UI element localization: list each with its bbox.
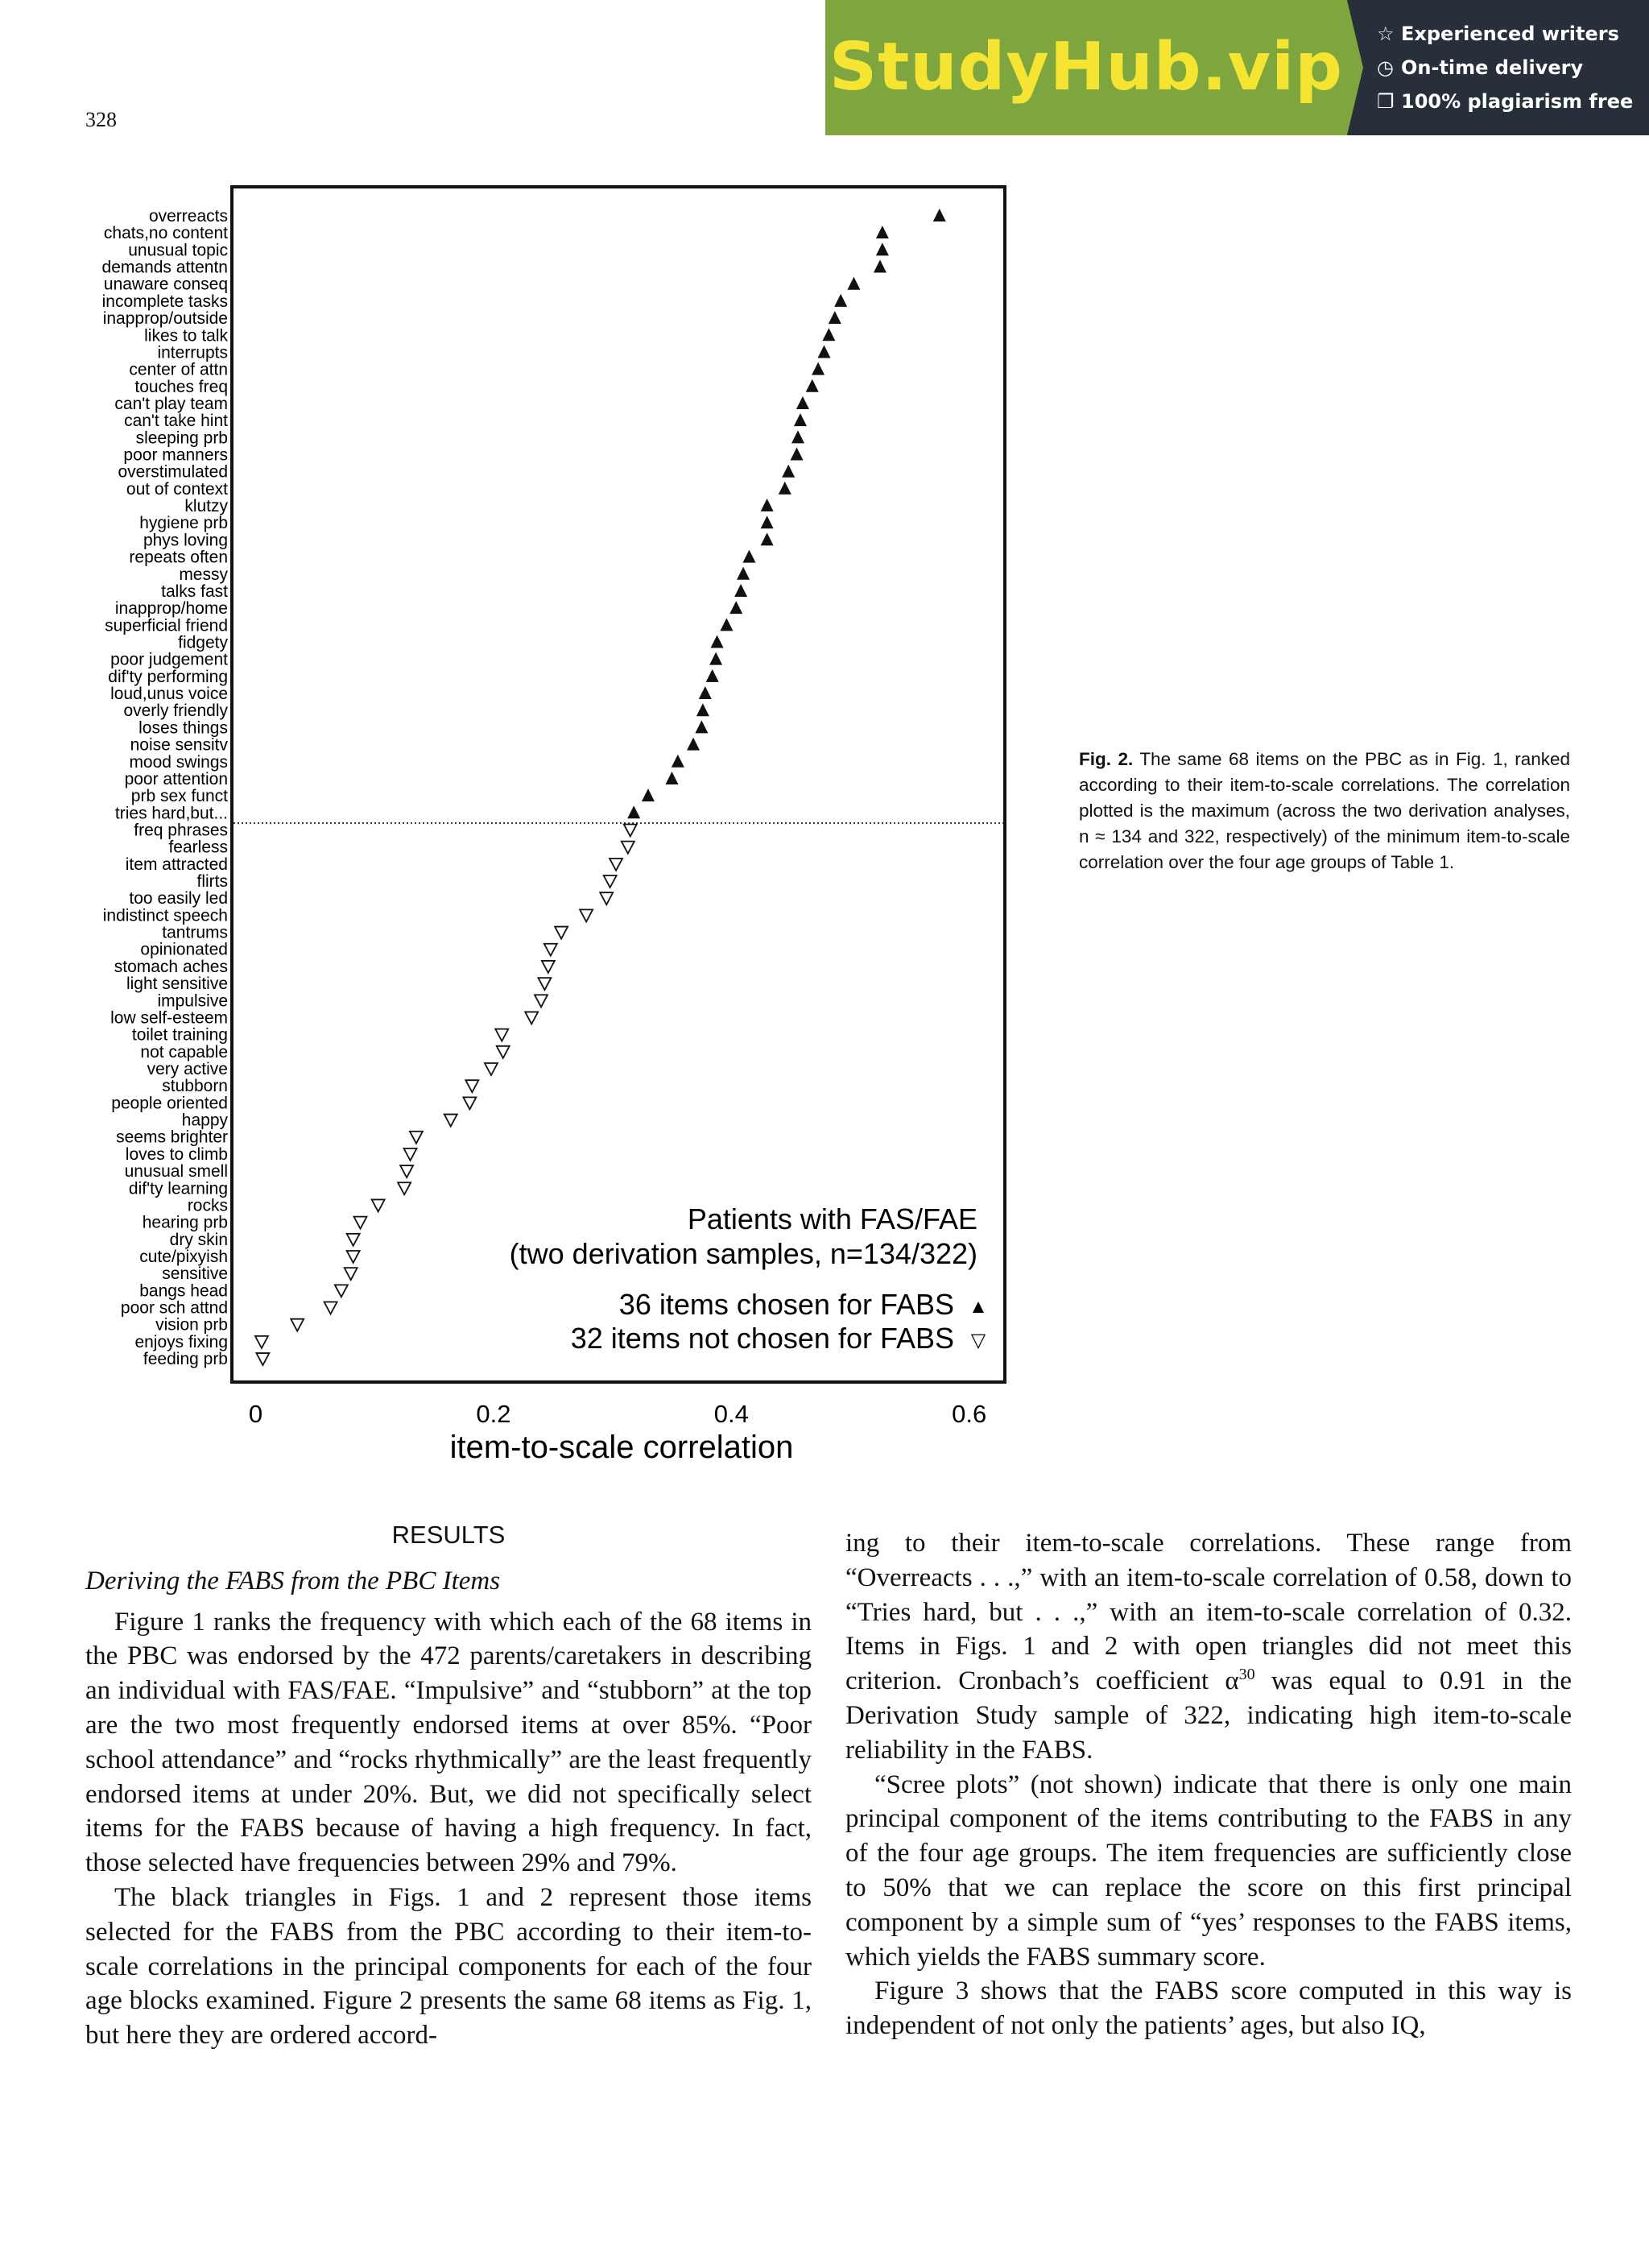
page-number: 328 <box>85 108 117 131</box>
banner-logo-text: StudyHub.vip <box>829 29 1343 106</box>
item-label: happy <box>181 1111 228 1130</box>
item-label: enjoys fixing <box>134 1332 228 1351</box>
item-label: loses things <box>138 718 228 738</box>
item-label: can't play team <box>114 394 228 413</box>
item-label: poor manners <box>123 445 228 465</box>
figure-2-chart <box>0 161 1047 1482</box>
legend-title: Patients with FAS/FAE <box>687 1202 977 1235</box>
right-paragraph-1: ing to their item-to-scale correlations. These range from “Overreacts . . .,” with an item-to-scale correlation of 0.58, down to “Tries hard, but . . .,” with an item-to-scale correlation of 0.32. Items in Figs. 1 and 2 with open triangles did not meet this criterion. Cronbach’s coefficient $\alpha^{30}$ was equal to 0.91 in the Derivation Study sample of 322, indicating high item-to-scale reliability in the FABS. <box>845 1529 1572 1765</box>
point-not-chosen <box>347 1251 360 1263</box>
item-label: loves to climb <box>125 1144 228 1164</box>
item-label: light sensitive <box>126 975 228 994</box>
point-chosen <box>779 482 791 495</box>
item-label: chats,no content <box>103 224 228 243</box>
item-label: unusual smell <box>124 1162 228 1182</box>
point-not-chosen <box>400 1165 413 1177</box>
point-not-chosen <box>485 1063 498 1075</box>
item-label: very active <box>147 1060 228 1078</box>
point-not-chosen <box>465 1080 478 1092</box>
point-not-chosen <box>404 1148 417 1161</box>
item-label: hygiene prb <box>139 514 228 533</box>
x-axis-ticks <box>249 1400 986 1428</box>
item-label: rocks <box>187 1196 228 1215</box>
item-label: indistinct speech <box>102 906 228 925</box>
point-not-chosen <box>525 1012 538 1024</box>
point-not-chosen <box>555 927 568 939</box>
copy-icon: ❐ <box>1377 90 1395 113</box>
legend-subtitle: (two derivation samples, n=134/322) <box>509 1237 977 1270</box>
legend-chosen-label: 36 items chosen for FABS <box>618 1288 954 1321</box>
point-not-chosen <box>580 909 593 921</box>
point-chosen <box>874 260 886 273</box>
item-label: item attracted <box>125 855 228 874</box>
point-chosen <box>642 788 655 801</box>
item-label: klutzy <box>184 497 228 516</box>
point-chosen <box>834 294 847 307</box>
left-paragraph-2: The black triangles in Figs. 1 and 2 represent those items selected for the FABS from the PBC according to their item-to-scale correlations in the principal components for each of the four age blocks examined. Figure 2 presents the same 68 items as Fig. 1, but here they are ordered accord- <box>85 1882 812 2051</box>
point-chosen <box>782 465 795 478</box>
point-chosen <box>876 242 889 255</box>
item-label: opinionated <box>140 940 228 959</box>
point-not-chosen <box>497 1046 510 1058</box>
item-label: inapprop/outside <box>102 309 228 329</box>
point-not-chosen <box>324 1302 337 1314</box>
point-chosen <box>794 413 807 426</box>
item-label: freq phrases <box>134 821 228 840</box>
point-not-chosen <box>463 1097 476 1109</box>
point-chosen <box>720 618 733 631</box>
item-label: sensitive <box>162 1264 228 1284</box>
item-label: demands attentn <box>101 258 228 277</box>
legend-not-chosen-symbol: ▽ <box>970 1330 986 1351</box>
item-label: can't take hint <box>124 412 228 431</box>
item-label: hearing prb <box>142 1213 228 1232</box>
item-label: noise sensitv <box>130 735 228 755</box>
x-axis-label: item-to-scale correlation <box>449 1430 794 1465</box>
point-chosen <box>796 396 809 409</box>
legend-chosen-symbol: ▲ <box>969 1296 988 1318</box>
item-label: dif'ty performing <box>108 667 228 686</box>
star-icon: ☆ <box>1377 23 1395 45</box>
banner-feature-plagiarism: ❐ 100% plagiarism free <box>1377 90 1634 113</box>
item-label: tries hard,but... <box>114 804 228 823</box>
item-label: overly friendly <box>123 702 228 721</box>
item-label: messy <box>179 565 228 584</box>
point-not-chosen <box>544 944 557 956</box>
item-label: dif'ty learning <box>128 1179 228 1198</box>
item-labels <box>102 207 229 1368</box>
results-heading: RESULTS <box>391 1521 506 1549</box>
banner-logo[interactable] <box>825 0 1347 135</box>
item-label: overreacts <box>148 207 228 226</box>
point-chosen <box>709 652 722 665</box>
item-label: sleeping prb <box>135 428 228 448</box>
legend <box>510 1202 988 1355</box>
point-chosen <box>847 277 860 290</box>
item-label: unusual topic <box>128 241 228 260</box>
item-label: repeats often <box>129 548 228 567</box>
item-label: overstimulated <box>118 462 228 482</box>
point-not-chosen <box>347 1234 360 1246</box>
x-tick-label: 0.2 <box>476 1400 511 1428</box>
left-paragraph-1: Figure 1 ranks the frequency with which each of the 68 items in the PBC was endorsed by the 472 parents/caretakers in describing an individual with FAS/FAE. “Impulsive” and “stubborn” at the top are the two most frequently endorsed items at over 85%. “Poor school attendance” and “rocks rhythmically” are the least frequently endorsed items at under 20%. But, we did not specifically select items for the FABS because of having a high frequency. In fact, those selected have frequencies between 29% and 79%. <box>85 1607 812 1878</box>
point-not-chosen <box>444 1115 457 1127</box>
point-chosen <box>818 345 831 358</box>
point-chosen <box>812 362 824 375</box>
item-label: impulsive <box>157 991 228 1011</box>
point-not-chosen <box>256 1353 269 1365</box>
point-not-chosen <box>354 1217 367 1229</box>
right-paragraph-3: Figure 3 shows that the FABS score computed in this way is independent of not only the patients’ ages, but also IQ, <box>845 1976 1572 2041</box>
ad-banner[interactable] <box>825 0 1649 135</box>
item-label: interrupts <box>157 343 228 362</box>
data-points <box>255 209 946 1365</box>
point-not-chosen <box>335 1285 348 1297</box>
point-chosen <box>829 311 841 324</box>
banner-feature-delivery: ◷ On-time delivery <box>1377 56 1584 79</box>
item-label: mood swings <box>129 752 228 772</box>
left-column <box>85 1518 812 2053</box>
item-label: prb sex funct <box>130 787 228 806</box>
item-label: tantrums <box>162 923 228 942</box>
point-not-chosen <box>542 961 555 973</box>
item-label: stubborn <box>162 1077 228 1096</box>
item-label: seems brighter <box>116 1128 228 1147</box>
point-chosen <box>627 805 640 818</box>
point-chosen <box>806 379 819 392</box>
subsection-title: Deriving the FABS from the PBC Items <box>85 1566 501 1595</box>
point-chosen <box>696 703 709 716</box>
item-label: flirts <box>196 872 228 892</box>
item-label: bangs head <box>139 1281 228 1301</box>
point-chosen <box>665 772 678 784</box>
point-chosen <box>729 601 742 614</box>
banner-feature-writers: ☆ Experienced writers <box>1377 23 1619 45</box>
point-not-chosen <box>610 859 622 871</box>
point-chosen <box>791 430 804 443</box>
point-not-chosen <box>538 978 551 990</box>
item-label: people oriented <box>111 1094 228 1113</box>
point-not-chosen <box>624 824 637 836</box>
point-chosen <box>876 226 889 238</box>
item-label: stomach aches <box>114 957 228 976</box>
item-label: fidgety <box>178 633 228 652</box>
point-not-chosen <box>600 892 613 904</box>
item-label: poor attention <box>124 769 228 788</box>
point-not-chosen <box>255 1336 268 1348</box>
legend-not-chosen-label: 32 items not chosen for FABS <box>570 1322 954 1355</box>
point-not-chosen <box>622 842 634 854</box>
item-label: fearless <box>168 838 228 857</box>
item-label: touches freq <box>134 377 228 396</box>
item-label: poor sch attnd <box>120 1298 228 1318</box>
point-chosen <box>761 515 774 528</box>
caption-label: Fig. 2. <box>1079 749 1134 769</box>
right-column <box>845 1526 1572 2043</box>
item-label: not capable <box>140 1042 228 1062</box>
point-chosen <box>672 755 684 768</box>
item-label: center of attn <box>129 360 228 379</box>
point-chosen <box>695 720 708 733</box>
point-not-chosen <box>398 1182 411 1194</box>
item-label: superficial friend <box>105 616 228 635</box>
point-not-chosen <box>291 1319 304 1331</box>
point-chosen <box>706 669 719 682</box>
point-chosen <box>737 567 750 580</box>
item-label: talks fast <box>161 581 228 601</box>
point-chosen <box>761 499 774 511</box>
x-tick-label: 0 <box>248 1400 263 1428</box>
point-chosen <box>742 550 755 563</box>
point-not-chosen <box>410 1132 423 1144</box>
point-chosen <box>933 209 946 221</box>
item-label: phys loving <box>143 531 228 550</box>
item-label: toilet training <box>131 1025 228 1045</box>
x-tick-label: 0.4 <box>713 1400 749 1428</box>
x-tick-label: 0.6 <box>952 1400 987 1428</box>
point-chosen <box>699 686 712 699</box>
item-label: feeding prb <box>143 1350 228 1369</box>
item-label: incomplete tasks <box>101 292 228 311</box>
item-label: too easily led <box>129 889 228 908</box>
right-paragraph-2: “Scree plots” (not shown) indicate that there is only one main principal component of the items contributing to the FABS in any of the four age groups. The item frequencies are sufficiently close to 50% that we can replace the score on this first principal component by a simple sum of “yes’ responses to the FABS items, which yields the FABS summary score. <box>845 1769 1572 1972</box>
point-chosen <box>791 448 804 461</box>
point-chosen <box>761 532 774 545</box>
item-label: low self-esteem <box>110 1008 228 1028</box>
point-chosen <box>711 635 724 648</box>
item-label: likes to talk <box>144 326 228 346</box>
point-not-chosen <box>372 1199 385 1211</box>
item-label: dry skin <box>169 1230 228 1249</box>
item-label: vision prb <box>155 1315 228 1335</box>
figure-caption <box>1079 747 1570 875</box>
item-label: out of context <box>126 479 228 499</box>
point-not-chosen <box>495 1029 508 1041</box>
item-label: cute/pixyish <box>139 1247 228 1266</box>
caption-text: The same 68 items on the PBC as in Fig. 1, ranked according to their item-to-scale correlations. The correlation plotted is the maximum (across the two derivation analyses, n ≈ 134 and 322, respectively) of the minimum item-to-scale correlation over the four age groups of Table 1. <box>1079 749 1570 872</box>
point-not-chosen <box>604 875 617 888</box>
item-label: inapprop/home <box>114 599 228 619</box>
citation-sup: 30 <box>1238 1666 1255 1684</box>
point-not-chosen <box>535 995 548 1007</box>
point-chosen <box>734 584 747 597</box>
clock-icon: ◷ <box>1377 56 1394 79</box>
point-not-chosen <box>345 1268 357 1280</box>
point-chosen <box>687 738 700 751</box>
item-label: loud,unus voice <box>110 685 228 704</box>
item-label: poor judgement <box>110 650 228 669</box>
point-chosen <box>822 328 835 341</box>
item-label: unaware conseq <box>103 275 228 294</box>
